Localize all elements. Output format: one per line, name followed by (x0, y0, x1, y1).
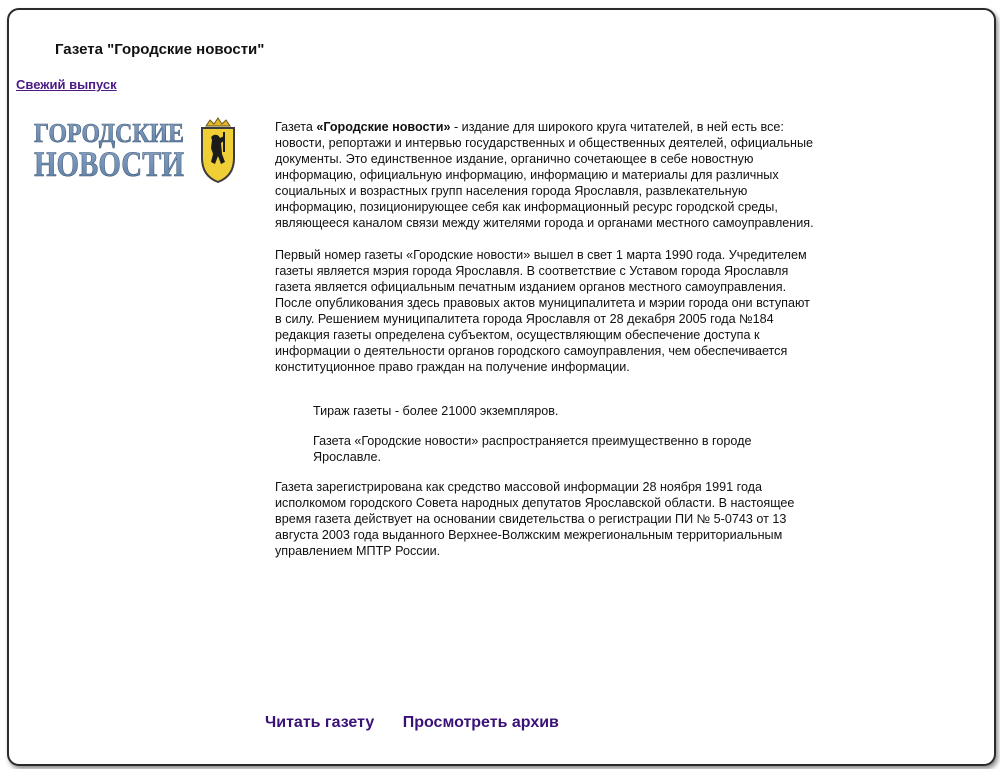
circulation-text: Тираж газеты - более 21000 экземпляров. (313, 404, 559, 418)
read-newspaper-link[interactable]: Читать газету (265, 714, 375, 731)
view-archive-link[interactable]: Просмотреть архив (402, 714, 559, 731)
fresh-issue-link[interactable]: Свежий выпуск (16, 77, 117, 92)
page-title: Газета "Городские новости" (55, 41, 265, 58)
distribution-text: Газета «Городские новости» распространяется преимущественно в городе Ярославле. (313, 434, 752, 464)
logo-line-2: НОВОСТИ (34, 144, 184, 184)
newspaper-logo (32, 116, 237, 184)
about-text (275, 119, 820, 575)
registration-paragraph: Газета зарегистрирована как средство массовой информации 28 ноября 1991 года исполкомом городского Совета народных депутатов Ярославской области. В настоящее время газета действует на основании свидетельства о регистрации ПИ № 5-0743 от 13 августа 2003 года выданного Верхнее-Волжским межрегиональным территориальным управлением МПТР России. (275, 480, 795, 558)
yaroslavl-coat-of-arms-icon (202, 118, 234, 182)
logo-line-1: ГОРОДСКИЕ (34, 118, 184, 148)
intro-paragraph: Газета «Городские новости» - издание для широкого круга читателей, в ней есть все: новости, репортажи и интервью государственных и общественных деятелей, официальные документы. Это единственное издание, органично сочетающее в себе новостную информацию, официальную информацию, информацию и материалы для различных социальных и возрастных групп населения города Ярославля, развлекательную информацию, позиционирующее себя как информационный ресурс городской среды, являющееся каналом связи между жителями города и органами местного самоуправления. (275, 120, 814, 230)
newspaper-name: «Городские новости» (316, 120, 451, 134)
bottom-links (265, 714, 583, 732)
history-paragraph: Первый номер газеты «Городские новости» вышел в свет 1 марта 1990 года. Учредителем газеты является мэрия города Ярославля. В соответствие с Уставом города Ярославля газета является официальным печатным изданием органов местного самоуправления. После опубликования здесь правовых актов муниципалитета и мэрии города они вступают в силу. Решением муниципалитета города Ярославля от 28 декабря 2005 года №184 редакция газеты определена субъектом, осуществляющим обеспечение доступа к информации о деятельности органов городского самоуправления, чем обеспечивается конституционное право граждан на получение информации. (275, 248, 810, 374)
